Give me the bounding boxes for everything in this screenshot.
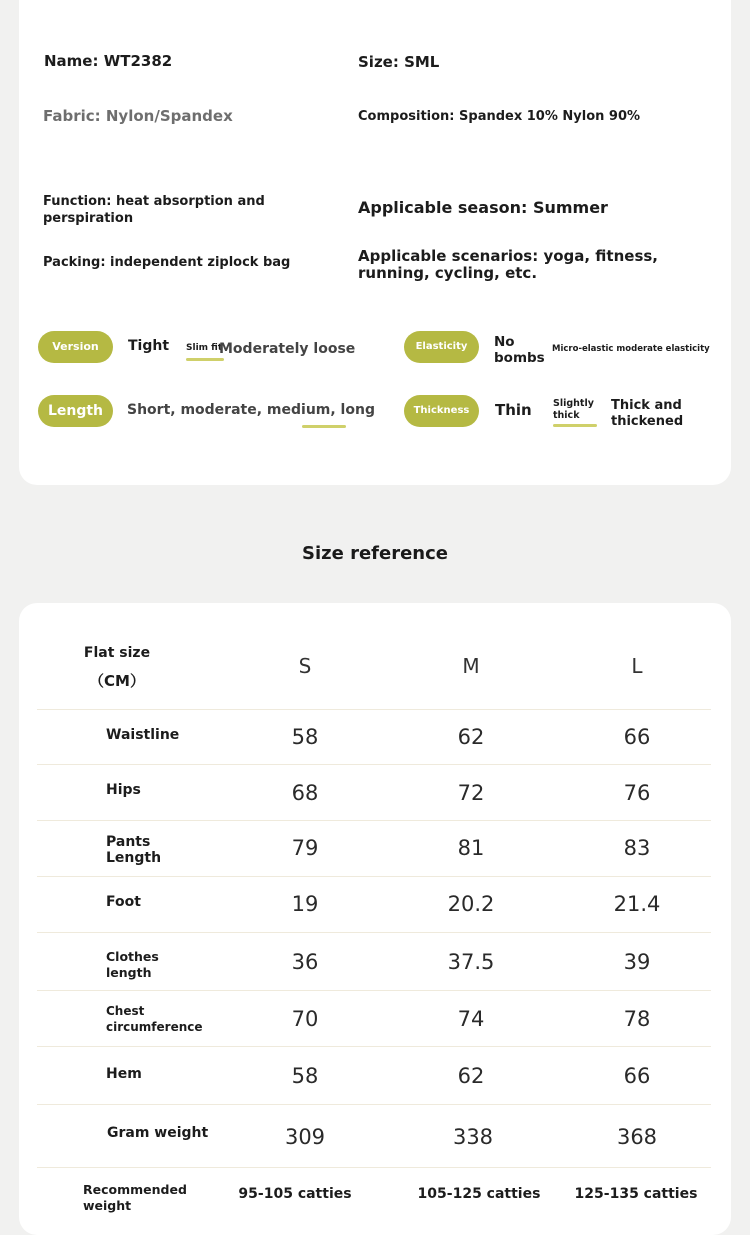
size-column-l: L xyxy=(631,654,643,678)
row-separator xyxy=(37,932,711,933)
thickness-option-slight: Slightly thick xyxy=(553,398,594,421)
version-option-tight: Tight xyxy=(128,338,170,354)
value-clothes-length-l: 39 xyxy=(623,950,651,974)
value-gram-weight-l: 368 xyxy=(616,1125,658,1149)
value-pants-length-l: 83 xyxy=(623,836,651,860)
version-option-loose: Moderately loose xyxy=(219,341,356,357)
row-label-recommended-weight: Recommended weight xyxy=(83,1182,187,1213)
elasticity-option-none: No bombs xyxy=(494,334,545,366)
row-separator xyxy=(37,1046,711,1047)
value-chest-m: 74 xyxy=(457,1007,485,1031)
row-separator xyxy=(37,820,711,821)
value-hips-m: 72 xyxy=(457,781,485,805)
value-hem-m: 62 xyxy=(457,1064,485,1088)
row-label-hips: Hips xyxy=(106,782,141,798)
row-label-foot: Foot xyxy=(106,894,141,910)
version-pill: Version xyxy=(38,331,113,363)
spec-size: Size: SML xyxy=(358,53,440,71)
row-separator xyxy=(37,1104,711,1105)
length-pill: Length xyxy=(38,395,113,427)
size-column-m: M xyxy=(462,654,480,678)
value-hem-s: 58 xyxy=(291,1064,319,1088)
size-column-s: S xyxy=(298,654,312,678)
value-waistline-s: 58 xyxy=(291,725,319,749)
value-clothes-length-s: 36 xyxy=(291,950,319,974)
elasticity-option-micro: Micro-elastic moderate elasticity xyxy=(552,344,710,354)
thickness-option-thick: Thick and thickened xyxy=(611,398,684,429)
spec-function: Function: heat absorption and perspiration xyxy=(43,194,265,226)
value-foot-m: 20.2 xyxy=(447,892,495,916)
spec-composition: Composition: Spandex 10% Nylon 90% xyxy=(358,109,641,124)
row-label-gram-weight: Gram weight xyxy=(107,1125,209,1141)
elasticity-pill: Elasticity xyxy=(404,331,479,363)
recommended-weight-m: 105-125 catties xyxy=(417,1186,541,1202)
value-clothes-length-m: 37.5 xyxy=(447,950,495,974)
row-label-clothes-length: Clothes length xyxy=(106,949,159,980)
value-hips-l: 76 xyxy=(623,781,651,805)
value-pants-length-s: 79 xyxy=(291,836,319,860)
value-hem-l: 66 xyxy=(623,1064,651,1088)
row-label-pants-length: Pants Length xyxy=(106,834,162,866)
row-label-waistline: Waistline xyxy=(106,727,180,743)
thickness-option-thin: Thin xyxy=(495,401,532,419)
length-selected-mark xyxy=(302,425,346,428)
row-separator xyxy=(37,764,711,765)
value-foot-l: 21.4 xyxy=(613,892,661,916)
size-reference-title: Size reference xyxy=(302,543,448,564)
flat-size-unit: （CM） xyxy=(89,672,145,690)
row-label-hem: Hem xyxy=(106,1066,142,1082)
value-gram-weight-m: 338 xyxy=(452,1125,494,1149)
value-waistline-l: 66 xyxy=(623,725,651,749)
value-chest-s: 70 xyxy=(291,1007,319,1031)
spec-season: Applicable season: Summer xyxy=(358,198,608,217)
version-selected-mark xyxy=(186,358,224,361)
spec-name: Name: WT2382 xyxy=(44,52,173,70)
row-separator xyxy=(37,1167,711,1168)
flat-size-label: Flat size xyxy=(83,645,151,661)
value-waistline-m: 62 xyxy=(457,725,485,749)
row-separator xyxy=(37,709,711,710)
spec-packing: Packing: independent ziplock bag xyxy=(43,255,291,270)
value-gram-weight-s: 309 xyxy=(284,1125,326,1149)
row-separator xyxy=(37,876,711,877)
version-option-slim: Slim fit xyxy=(186,343,223,353)
value-hips-s: 68 xyxy=(291,781,319,805)
thickness-selected-mark xyxy=(553,424,597,427)
row-label-chest: Chest circumference xyxy=(106,1004,203,1034)
row-separator xyxy=(37,990,711,991)
value-chest-l: 78 xyxy=(623,1007,651,1031)
recommended-weight-l: 125-135 catties xyxy=(574,1186,698,1202)
value-foot-s: 19 xyxy=(291,892,319,916)
value-pants-length-m: 81 xyxy=(457,836,485,860)
spec-scenarios: Applicable scenarios: yoga, fitness, running, cycling, etc. xyxy=(358,247,658,282)
spec-fabric: Fabric: Nylon/Spandex xyxy=(43,107,233,125)
recommended-weight-s: 95-105 catties xyxy=(238,1186,352,1202)
length-options: Short, moderate, medium, long xyxy=(127,402,375,418)
thickness-pill: Thickness xyxy=(404,395,479,427)
